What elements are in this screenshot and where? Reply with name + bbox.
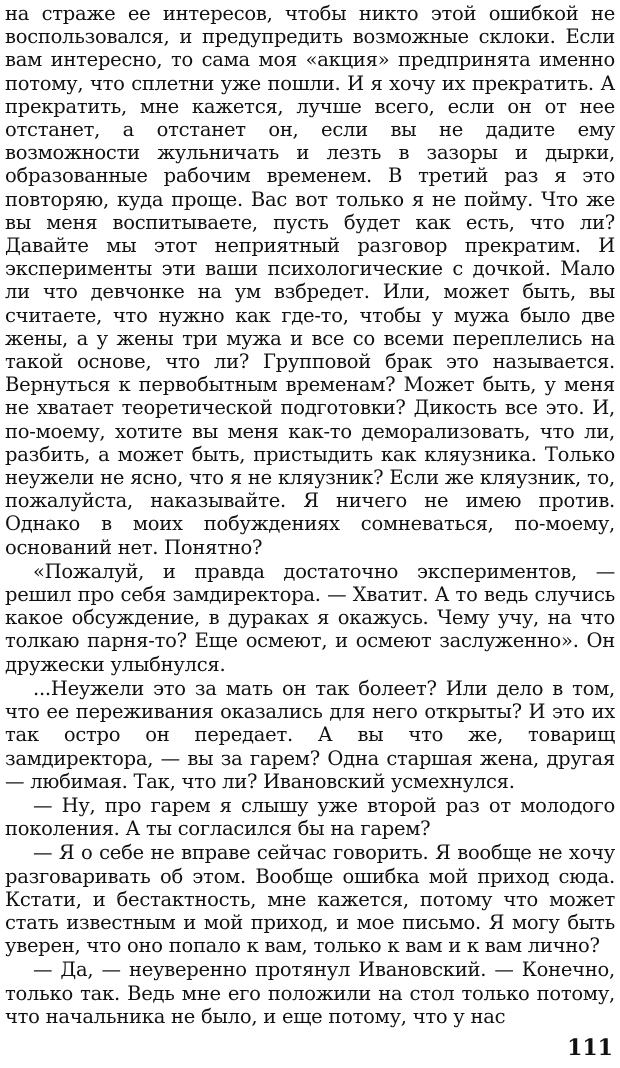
book-page (5, 2, 615, 1066)
paragraph-dialogue-harem: — Ну, про гарем я слышу уже второй раз от молодого поколения. А ты согласился бы на гарем? (5, 793, 615, 841)
paragraph-narration: ...Неужели это за мать он так болеет? Или дело в том, что ее переживания оказались для него открыты? И это их так остро он передает. А вы что же, товарищ замдиректора, — вы за гарем? Одна старшая жена, другая — любимая. Так, что ли? Ивановский усмехнулся. (5, 676, 615, 793)
paragraph-continuation: на страже ее интересов, чтобы никто этой ошибкой не воспользовался, и предупредить возможные склоки. Если вам интересно, то сама моя «акция» предпринята именно потому, что сплетни уже пошли. И я хочу их прекратить. А прекратить, мне кажется, лучше всего, если он от нее отстанет, а отстанет он, если вы не дадите ему возможности жульничать и лезть в зазоры и дырки, образованные рабочим временем. В третий раз я это повторяю, куда проще. Вас вот только я не пойму. Что же вы меня воспитываете, пусть будет как есть, что ли? Давайте мы этот неприятный разговор прекратим. И эксперименты эти ваши психологические с дочкой. Мало ли что девчонке на ум взбредет. Или, может быть, вы считаете, что нужно как где-то, чтобы у мужа было две жены, а у жены три мужа и все со всеми переплелись на такой основе, что ли? Групповой брак это называется. Вернуться к первобытным временам? Может быть, у меня не хватает теоретической подготовки? Дикость все это. И, по-моему, хотите вы меня как-то деморализовать, что ли, разбить, а может быть, пристыдить как кляузника. Только неужели не ясно, что я не кляузник? Если же кляузник, то, пожалуйста, наказывайте. Я ничего не имею против. Однако в моих побуждениях сомневаться, по-моему, оснований нет. Понятно? (5, 2, 615, 559)
paragraph-dialogue-reply: — Я о себе не вправе сейчас говорить. Я вообще не хочу разговаривать об этом. Вообще ошибка мой приход сюда. Кстати, и бестактность, мне кажется, потому что может стать известным и мой приход, и мое письмо. Я могу быть уверен, что оно попало к вам, только к вам и к вам лично? (5, 841, 615, 958)
page-number: 111 (567, 1034, 613, 1061)
paragraph-deputy-thoughts: «Пожалуй, и правда достаточно экспериментов, — решил про себя замдиректора. — Хватит. А то ведь случись какое обсуждение, в дураках я окажусь. Чему учу, на что толкаю парня-то? Еще осмеют, и осмеют заслуженно». Он дружески улыбнулся. (5, 559, 615, 676)
paragraph-dialogue-ivanovsky: — Да, — неуверенно протянул Ивановский. — Конечно, только так. Ведь мне его положили на стол только потому, что начальника не было, и еще потому, что у нас (5, 958, 615, 1028)
